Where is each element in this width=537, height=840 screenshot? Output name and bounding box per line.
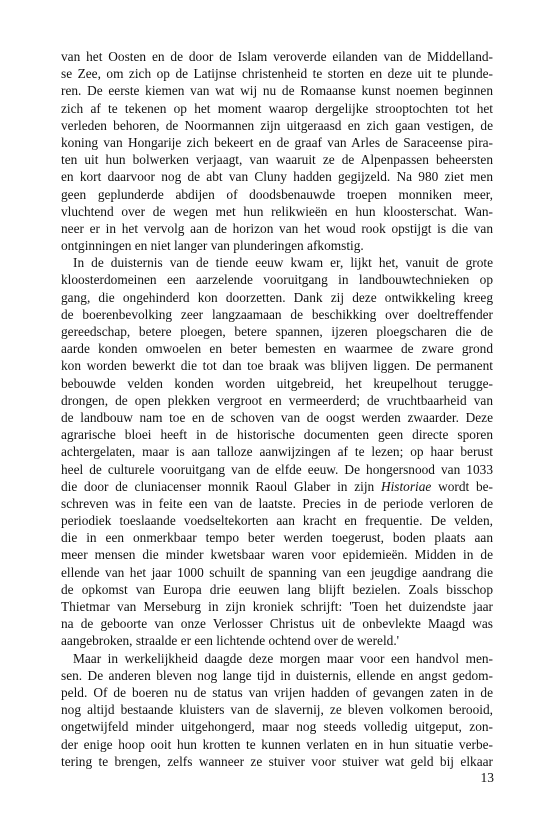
text-line: kloosterdomeinen een aarzelende vooruitgang in landbouwtechnieken op <box>61 272 493 288</box>
text-line: ontginningen en niet langer van plunderingen afkomstig. <box>61 238 364 254</box>
text-line: kon worden bewerkt die tot dan toe braak was blijven liggen. De permanent <box>61 358 493 374</box>
text-line: tering te brengen, zelfs wanneer ze stuiver voor stuiver wat geld bij elkaar <box>61 753 493 769</box>
paragraph-2 <box>61 254 493 649</box>
text-line: de boerenbevolking zeer langzaamaan de beschikking over doeltreffender <box>61 306 493 322</box>
page-number: 13 <box>480 770 494 785</box>
text-line: agrarische bloei heeft in de historische documenten geen directe sporen <box>61 427 493 443</box>
paragraph-1 <box>61 48 493 254</box>
text-line: gang, die ongehinderd kon doorzetten. Dank zij deze ontwikkeling kreeg <box>61 289 493 305</box>
text-line: koning van Hongarije zich bekeert en de graaf van Arles de Saraceense pira- <box>61 134 493 150</box>
text-line: na de geboorte van onze Verlosser Christus uit de onbevlekte Maagd was <box>61 616 493 632</box>
text-line: van het Oosten en de door de Islam veroverde eilanden van de Middelland- <box>61 49 493 64</box>
text-line: bebouwde velden konden worden uitgebreid, het kreupelhout terugge- <box>61 375 493 391</box>
text-line: ongetwijfeld minder uitgehongerd, maar nog steeds volledig uitgeput, zon- <box>61 719 493 735</box>
text-line: en kort daarvoor nog de abt van Cluny hadden gegijzeld. Na 980 ziet men <box>61 169 493 185</box>
text-line: achtergelaten, maar is aan talloze aanwijzingen af te lezen; op haar berust <box>61 444 493 460</box>
text-line: geen geplunderde abdijen of doodsbenauwde troepen monniken meer, <box>61 186 493 202</box>
text-line: vluchtend over de wegen met hun relikwieën en hun kloosterschat. Wan- <box>61 203 493 219</box>
text-line: drongen, de open plekken vergroot en vermeerderd; de vruchtbaarheid van <box>61 392 493 408</box>
text-line: der enige hoop ooit hun krotten te kunnen verlaten en in hun situatie verbe- <box>61 736 493 752</box>
text-line: de opkomst van Europa drie eeuwen lang blijft bezielen. Zoals bisschop <box>61 581 493 597</box>
text-line: schreven was in feite een van de laatste. Precies in de periode verloren de <box>61 495 493 511</box>
text-line: gereedschap, betere ploegen, betere spannen, ijzeren ploegscharen die de <box>61 324 493 339</box>
text-line: die in een onmerkbaar tempo beter werden toegerust, boden plaats aan <box>61 530 493 546</box>
text-line: de landbouw nam toe en de schoven van de oogst werden zwaarder. Deze <box>61 409 493 425</box>
text-line: periodiek toeslaande voedseltekorten aan kracht en frequentie. De velden, <box>61 513 493 529</box>
text-line: meer mensen die minder kwetsbaar waren voor epidemieën. Midden in de <box>61 547 493 563</box>
text-line: sen. De anderen bleven nog lange tijd in duisternis, ellende en angst gedom- <box>61 667 493 683</box>
text-line: In de duisternis van de tiende eeuw kwam er, lijkt het, vanuit de grote <box>73 255 493 271</box>
text-line: verleden behoren, de Noormannen zijn uitgeraasd en zich gaan vestigen, de <box>61 117 493 133</box>
text-line: ellende van het jaar 1000 schuilt de spanning van een jeugdige aandrang die <box>61 564 493 580</box>
text-line: aarde konden omwoelen en beter bemesten en waarmee de zware grond <box>61 341 493 357</box>
text-line: se Zee, om zich op de Latijnse christenheid te storten en deze uit te plunde- <box>61 66 493 82</box>
paragraph-3 <box>61 650 493 770</box>
text-line: nog altijd bestaande kluisters van de slavernij, ze bleven volkomen berooid, <box>61 702 493 718</box>
text-line: ten uit hun bolwerken verjaagt, van waaruit ze de Alpenpassen beheersten <box>61 152 493 168</box>
text-line: neer er in het vervolg aan de horizon van het woud rook opstijgt is die van <box>61 220 493 236</box>
text-line: peld. Of de boeren nu de status van vrijen hadden of gevangen zaten in de <box>61 684 493 700</box>
text-line: heel de culturele vooruitgang van de elfde eeuw. De hongersnood van 1033 <box>61 461 493 477</box>
text-segment: wordt be- <box>431 478 493 494</box>
body-text <box>61 48 493 770</box>
text-line: Maar in werkelijkheid daagde deze morgen maar voor een handvol men- <box>73 650 493 666</box>
text-segment: die door de cluniacenser monnik Raoul Glaber in zijn <box>61 478 375 494</box>
text-line: zich af te tekenen op het moment waarop dergelijke strooptochten tot het <box>61 100 493 116</box>
italic-title: Historiae <box>380 478 432 494</box>
text-line: Thietmar van Merseburg in zijn kroniek schrijft: 'Toen het duizendste jaar <box>61 599 493 614</box>
text-line: ren. De eerste kiemen van wat wij nu de Romaanse kunst noemen beginnen <box>61 83 493 99</box>
text-line-with-italic <box>61 478 493 495</box>
text-line: aangebroken, straalde er een lichtende ochtend over de wereld.' <box>61 633 400 649</box>
